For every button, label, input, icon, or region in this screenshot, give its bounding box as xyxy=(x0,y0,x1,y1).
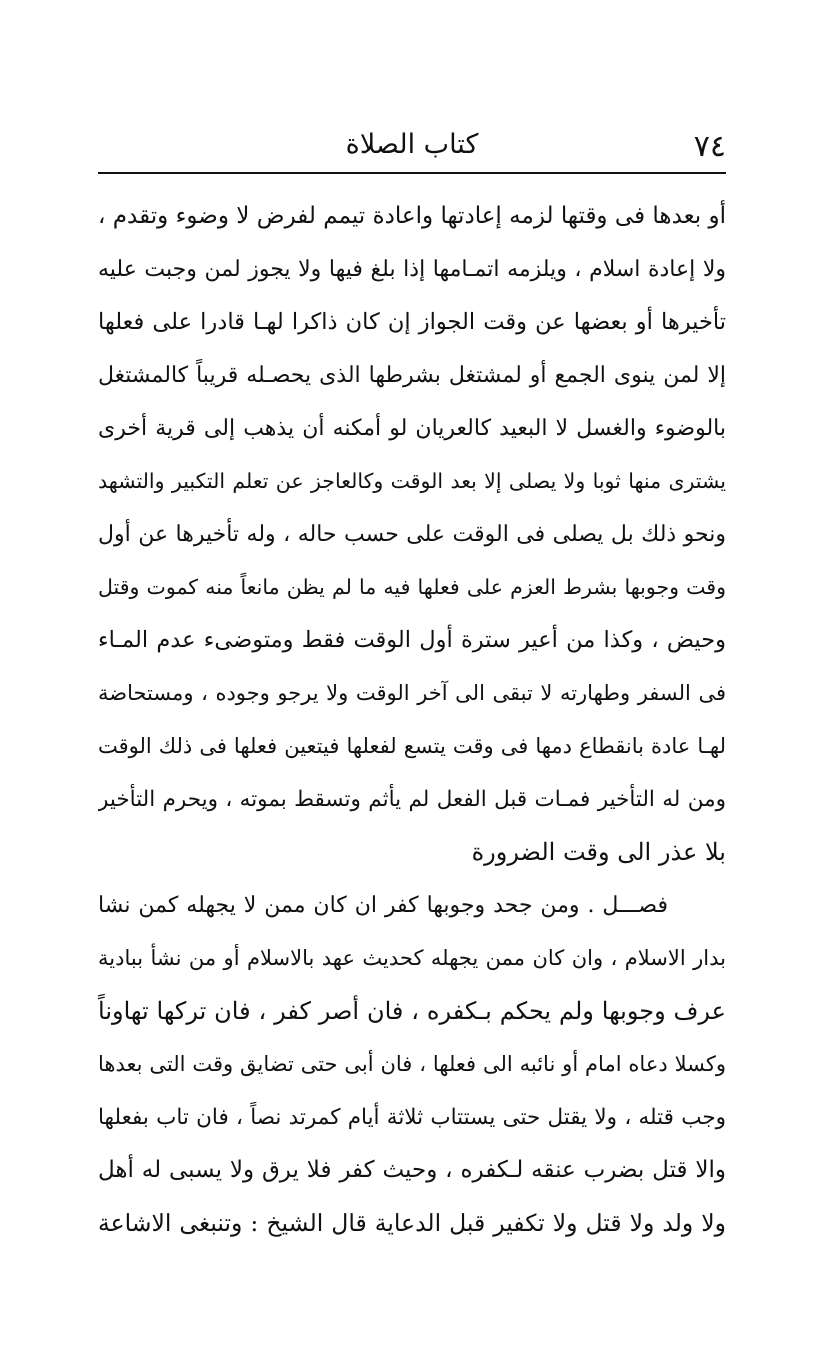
text-line: عرف وجوبها ولم يحكم بـكفره ، فان أصر كفر ، فان تركها تهاوناً xyxy=(98,997,726,1025)
paragraph-end-line: بلا عذر الى وقت الضرورة xyxy=(471,838,726,866)
text-line: بدار الاسلام ، وان كان ممن يجهله كحديث عهد بالاسلام أو من نشأ ببادية xyxy=(98,946,726,970)
text-line: وحيض ، وكذا من أعير سترة أول الوقت فقط ومتوضىء عدم المـاء xyxy=(98,627,726,653)
section-start-line: فصـــل . ومن جحد وجوبها كفر ان كان ممن لا يجهله كمن نشا xyxy=(98,893,668,918)
text-line: تأخيرها أو بعضها عن وقت الجواز إن كان ذاكرا لهـا قادرا على فعلها xyxy=(98,309,726,335)
text-line: ولا إعادة اسلام ، ويلزمه اتمـامها إذا بلغ فيها ولا يجوز لمن وجبت عليه xyxy=(98,257,726,282)
text-line: لهـا عادة بانقطاع دمها فى وقت يتسع لفعلها فيتعين فعلها فى ذلك الوقت xyxy=(98,734,726,758)
text-line: ومن له التأخير فمـات قبل الفعل لم يأثم وتسقط بموته ، ويحرم التأخير xyxy=(98,787,726,812)
text-line: إلا لمن ينوى الجمع أو لمشتغل بشرطها الذى يحصـله قريباً كالمشتغل xyxy=(98,363,726,388)
text-line: وجب قتله ، ولا يقتل حتى يستتاب ثلاثة أيام كمرتد نصاً ، فان تاب بفعلها xyxy=(98,1105,726,1130)
text-line: أو بعدها فى وقتها لزمه إعادتها واعادة تيمم لفرض لا وضوء وتقدم ، xyxy=(98,203,726,229)
text-line: يشترى منها ثوبا ولا يصلى إلا بعد الوقت وكالعاجز عن تعلم التكبير والتشهد xyxy=(98,469,726,493)
text-line: والا قتل بضرب عنقه لـكفره ، وحيث كفر فلا يرق ولا يسبى له أهل xyxy=(98,1157,726,1183)
text-line: ونحو ذلك بل يصلى فى الوقت على حسب حاله ، وله تأخيرها عن أول xyxy=(98,522,726,547)
running-header xyxy=(98,118,726,172)
body-text xyxy=(98,190,726,1250)
text-line: ولا ولد ولا قتل ولا تكفير قبل الدعاية قال الشيخ : وتنبغى الاشاعة xyxy=(98,1209,726,1237)
text-line: وقت وجوبها بشرط العزم على فعلها فيه ما لم يظن مانعاً منه كموت وقتل xyxy=(98,575,726,599)
page-number: ٧٤ xyxy=(693,129,726,164)
text-line: وكسلا دعاه امام أو نائبه الى فعلها ، فان أبى حتى تضايق وقت التى بعدها xyxy=(98,1052,726,1076)
chapter-title: كتاب الصلاة xyxy=(345,129,479,160)
header-divider xyxy=(98,172,726,174)
text-line: بالوضوء والغسل لا البعيد كالعريان لو أمكنه أن يذهب إلى قرية أخرى xyxy=(98,416,726,441)
text-line: فى السفر وطهارته لا تبقى الى آخر الوقت ولا يرجو وجوده ، ومستحاضة xyxy=(98,681,726,705)
